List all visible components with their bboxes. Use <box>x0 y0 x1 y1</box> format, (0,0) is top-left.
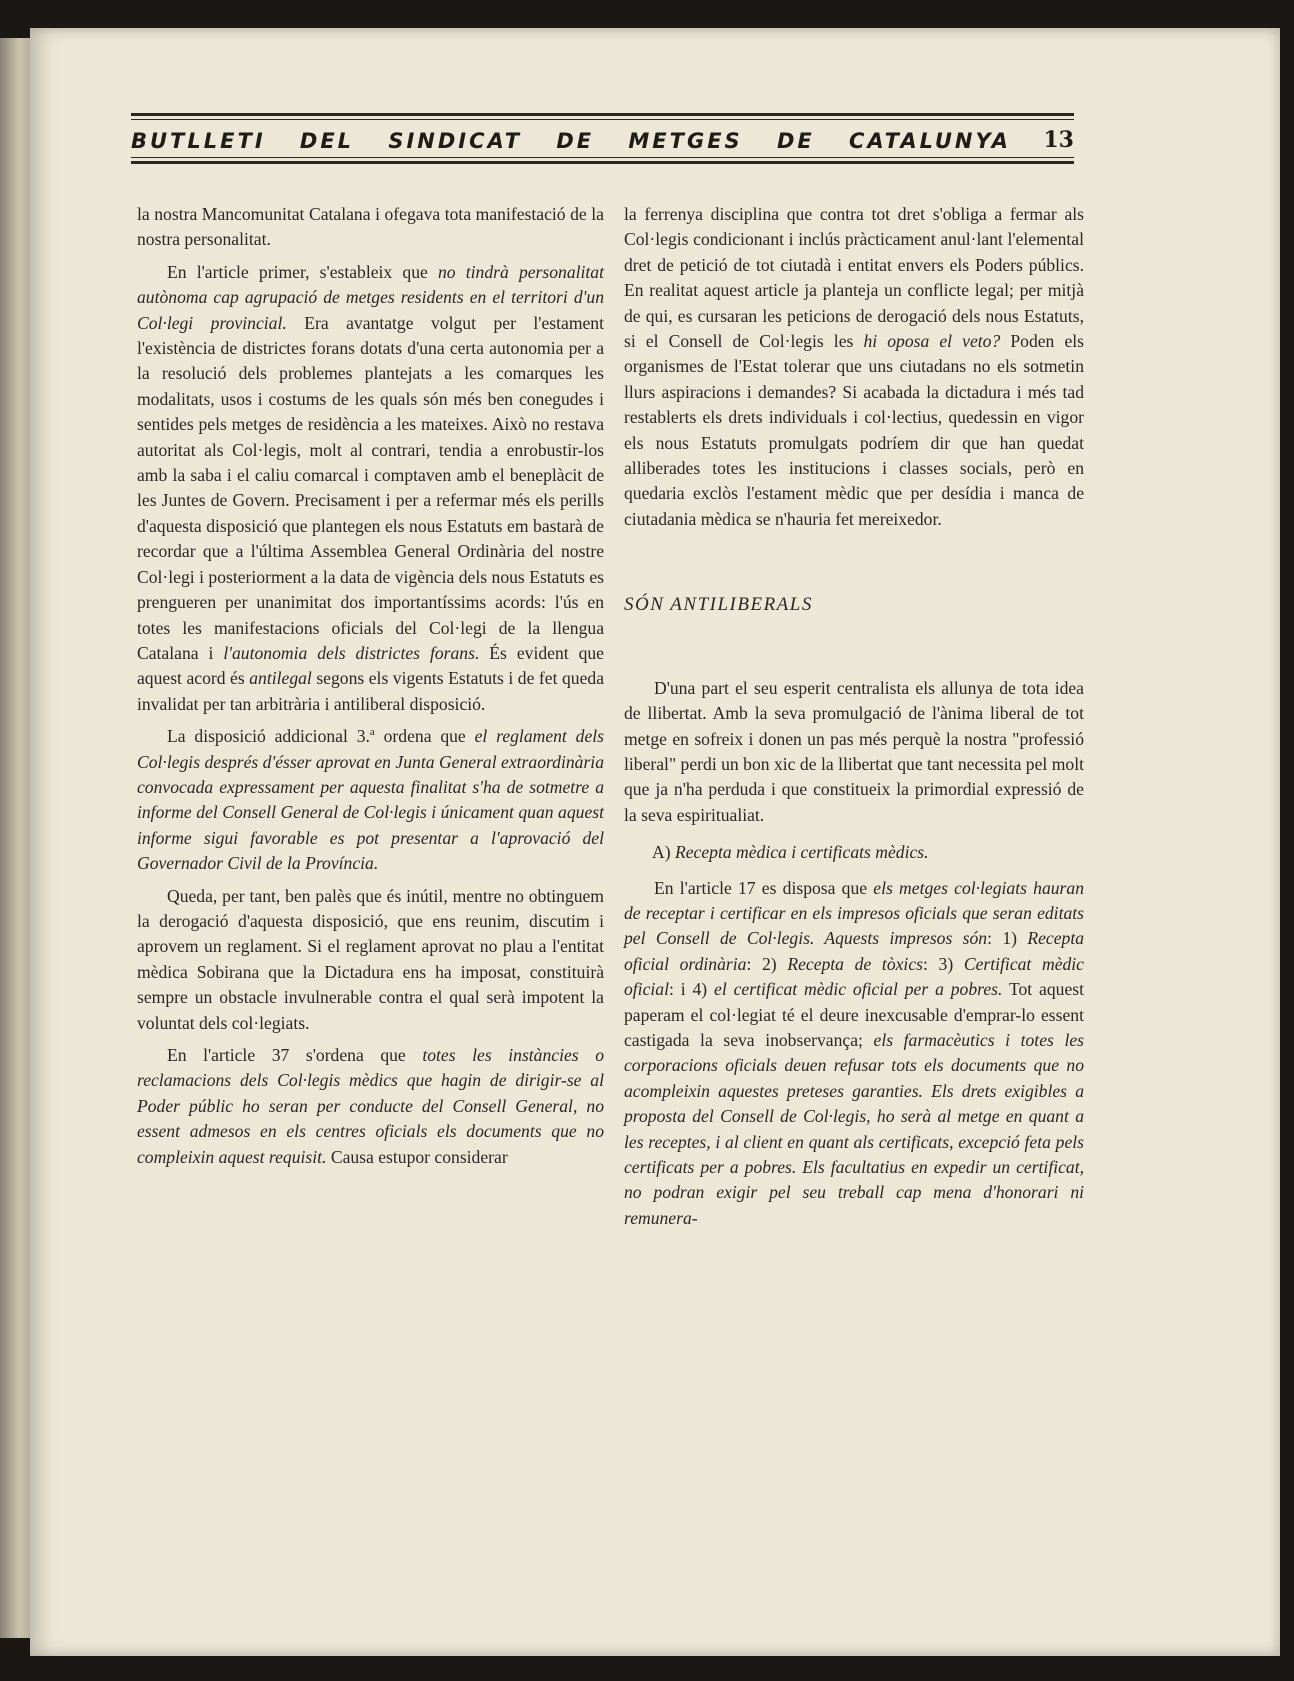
title-word: DE <box>556 129 595 153</box>
paragraph: En l'article 37 s'ordena que totes les instàncies o reclamacions dels Col·legis mèdics que hagin de dirigir-se al Poder públic ho seran per conducte del Consell General, no essent admesos en els centres oficials els documents que no compleixin aquest requisit. Causa estupor considerar <box>137 1045 604 1167</box>
page-number: 13 <box>1043 127 1074 153</box>
title-word: DE <box>776 129 815 153</box>
section-heading: SÓN ANTILIBERALS <box>624 594 813 616</box>
right-column <box>624 202 1084 1238</box>
book-spine <box>0 38 34 1638</box>
paragraph: la ferrenya disciplina que contra tot dret s'obliga a fermar als Col·legis condicionant i inclús pràcticament anul·lant l'elemental dret de petició de tot ciutadà i entitat envers els Poders públics. En realitat aquest article ja planteja un conflicte legal; per mitjà de qui, es cursaran les peticions de derogació dels nous Estatuts, si el Consell de Col·legis les hi oposa el veto? Poden els organismes de l'Estat tolerar que uns ciutadans no els sotmetin llurs aspiracions i demandes? Si acabada la dictadura i més tad restablerts els drets individuals i col·lectius, quedessin en vigor els nous Estatuts promulgats podríem dir que han quedat alliberades totes les institucions i classes socials, però en quedaria exclòs l'estament mèdic que per desídia i manca de ciutadania mèdica se n'hauria fet mereixedor. <box>624 204 1084 529</box>
header-rule-bottom <box>131 161 1074 164</box>
paragraph: D'una part el seu esperit centralista els allunya de tota idea de llibertat. Amb la seva promulgació de l'ànima liberal de tot metge en sofreix i donen un pas més perquè la nostra "professió liberal" perdi un bon xic de la llibertat que tant necessita pel molt que ja n'ha perduda i que constitueix la primordial expressió de la seva espiritualiat. <box>624 677 1084 825</box>
paragraph: la nostra Mancomunitat Catalana i ofegava tota manifestació de la nostra personalitat. <box>137 204 604 250</box>
header-rule-top-thin <box>131 119 1074 120</box>
title-word: BUTLLETI <box>131 129 266 153</box>
running-header <box>131 113 1074 165</box>
header-rule-bottom-thin <box>131 157 1074 158</box>
paragraph: En l'article primer, s'estableix que no tindrà personalitat autònoma cap agrupació de metges residents en el territori d'un Col·legi provincial. Era avantatge volgut per l'estament l'existència de districtes forans dotats d'una certa autonomia per a la resolució dels problemes plantejats a les comarques les modalitats, usos i costums de les quals són més ben conegudes i sentides pels metges de residència a les mateixes. Això no restava autoritat als Col·legis, molt al contrari, tendia a enrobustir-los amb la saba i el caliu comarcal i comptaven amb el beneplàcit de les Juntes de Govern. Precisament i per a refermar més els perills d'aquesta disposició que plantegen els nous Estatuts em bastarà de recordar que a l'última Assemblea General Ordinària del nostre Col·legi i posteriorment a la data de vigència dels nous Estatuts es prengueren per unanimitat dos importantíssims acords: l'ús en totes les manifestacions oficials del Col·legi de la llengua Catalana i l'autonomia dels districtes forans. És evident que aquest acord és antilegal segons els vigents Estatuts i de fet queda invalidat per tan arbitrària i antiliberal disposició. <box>137 261 605 714</box>
title-word: METGES <box>628 129 743 153</box>
title-word: CATALUNYA <box>849 129 1011 153</box>
paragraph: En l'article 17 es disposa que els metges col·legiats hauran de receptar i certificar en els impresos oficials que seran editats pel Consell de Col·legis. Aquests impresos són: 1) Recepta oficial ordinària: 2) Recepta de tòxics: 3) Certificat mèdic oficial: i 4) el certificat mèdic oficial per a pobres. Tot aquest paperam el col·legiat té el deure inexcusable d'emprar-lo essent castigada la seva inobservança; els farmacèutics i totes les corporacions oficials deuen refusar tots els documents que no acompleixin aquestes preteses garanties. Els drets exigibles a proposta del Consell de Col·legis, ho serà al metge en quant a les receptes, i al client en quant als certificats, excepció feta pels certificats per a pobres. Els facultatius en expedir un certificat, no podran exigir pel seu treball cap mena d'honorari ni remunera- <box>624 877 1084 1228</box>
header-rule-top <box>131 113 1074 116</box>
subsection-heading: A) Recepta mèdica i certificats mèdics. <box>652 842 929 863</box>
left-column <box>137 202 604 1177</box>
title-word: DEL <box>299 129 355 153</box>
paragraph: La disposició addicional 3.$^a$ ordena que el reglament dels Col·legis després d'ésser aprovat en Junta General extraordinària convocada expressament per aquesta finalitat s'ha de sotmetre a informe del Consell General de Col·legis i únicament quan aquest informe sigui favorable es pot presentar a l'aprovació del Governador Civil de la Província. <box>137 726 604 874</box>
journal-title <box>131 129 1011 153</box>
title-word: SINDICAT <box>388 129 523 153</box>
paragraph: Queda, per tant, ben palès que és inútil, mentre no obtinguem la derogació d'aquesta disposició, que ens reunim, discutim i aprovem un reglament. Si el reglament aprovat no plau a l'entitat mèdica Sobirana que la Dictadura ens ha imposat, constituirà sempre un obstacle invulnerable contra el qual serà impotent la voluntat dels col·legiats. <box>137 885 604 1033</box>
